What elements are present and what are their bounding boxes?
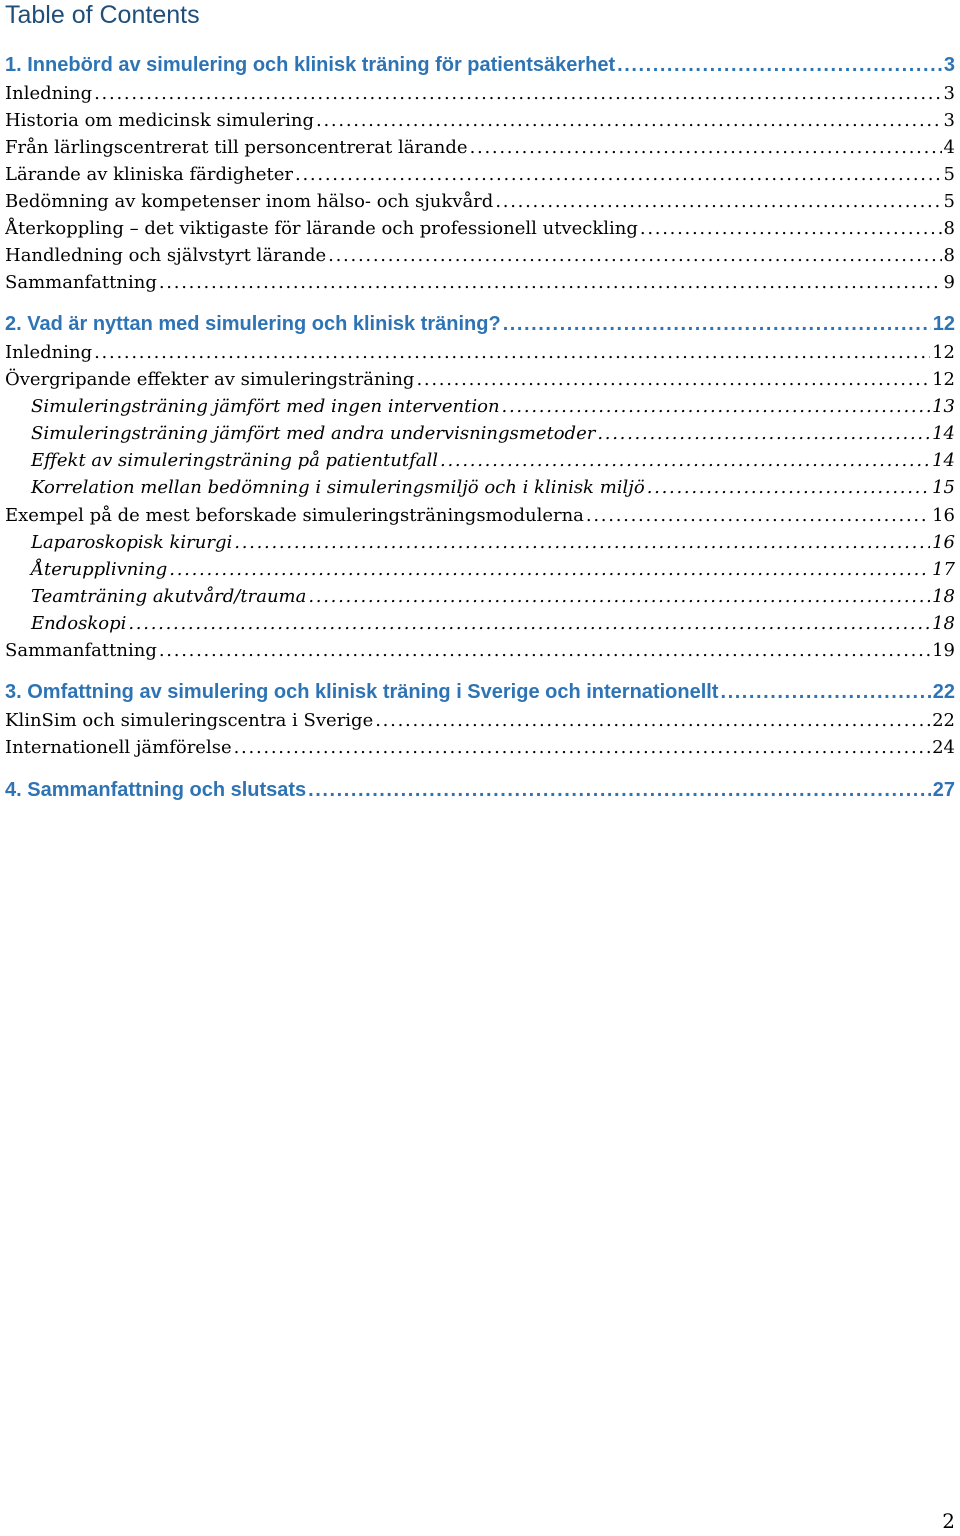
toc-entry-section[interactable] (5, 162, 955, 188)
toc-entry-page: 18 (932, 586, 955, 607)
toc-entry-section[interactable] (5, 216, 955, 242)
dot-leader (234, 735, 930, 761)
dot-leader (308, 777, 931, 803)
toc-entry-page: 12 (932, 369, 955, 390)
dot-leader (328, 243, 941, 269)
dot-leader (316, 108, 942, 134)
toc-entry-page: 15 (932, 477, 955, 498)
toc-entry-page: 24 (932, 737, 955, 758)
dot-leader (94, 340, 930, 366)
dot-leader (502, 394, 931, 420)
dot-leader (586, 503, 930, 529)
toc-entry-label: 1. Innebörd av simulering och klinisk träning för patientsäkerhet (5, 54, 616, 76)
toc-entry-label: Historia om medicinsk simulering (5, 110, 315, 131)
dot-leader (295, 162, 942, 188)
toc-entry-label: Laparoskopisk kirurgi (31, 532, 233, 553)
toc-entry-section[interactable] (5, 189, 955, 215)
toc-entry-page: 16 (932, 532, 955, 553)
dot-leader (375, 708, 930, 734)
toc-entry-page: 18 (932, 613, 955, 634)
toc-entry-label: Teamträning akutvård/trauma (31, 586, 307, 607)
toc-entry-section[interactable] (5, 81, 955, 107)
toc-entry-label: Simuleringsträning jämfört med andra undervisningsmetoder (31, 423, 596, 444)
toc-entry-section[interactable] (5, 270, 955, 296)
toc-entry-page: 5 (943, 191, 955, 212)
dot-leader (94, 81, 941, 107)
toc-entry-label: 2. Vad är nyttan med simulering och klinisk träning? (5, 313, 501, 335)
toc-entry-label: Sammanfattning (5, 640, 157, 661)
toc-entry-section[interactable] (5, 367, 955, 393)
dot-leader (440, 448, 930, 474)
toc-entry-page: 12 (932, 313, 955, 335)
toc-entry-label: Exempel på de mest beforskade simuleringsträningsmodulerna (5, 505, 584, 526)
dot-leader (416, 367, 930, 393)
toc-entry-page: 3 (943, 83, 955, 104)
toc-entry-page: 3 (943, 54, 955, 76)
toc-entry-label: Handledning och självstyrt lärande (5, 245, 327, 266)
toc-entry-sub[interactable] (5, 584, 955, 610)
toc-entry-label: Inledning (5, 83, 93, 104)
toc-entry-page: 17 (932, 559, 955, 580)
dot-leader (159, 270, 942, 296)
toc-entry-label: 3. Omfattning av simulering och klinisk träning i Sverige och internationellt (5, 681, 719, 703)
toc-entry-page: 19 (932, 640, 955, 661)
toc-entry-sub[interactable] (5, 557, 955, 583)
toc-entry-page: 3 (943, 110, 955, 131)
toc-entry-section[interactable] (5, 503, 955, 529)
toc-entry-sub[interactable] (5, 421, 955, 447)
toc-entry-section[interactable] (5, 243, 955, 269)
toc-entry-section[interactable] (5, 735, 955, 761)
toc-entry-page: 5 (943, 164, 955, 185)
toc-entry-chapter[interactable] (5, 777, 955, 803)
toc-entry-section[interactable] (5, 135, 955, 161)
toc-entry-page: 27 (932, 779, 955, 801)
toc-entry-page: 22 (932, 681, 955, 703)
toc-entry-page: 4 (943, 137, 955, 158)
dot-leader (503, 311, 931, 337)
toc-entry-label: Effekt av simuleringsträning på patientutfall (31, 450, 438, 471)
toc-entry-label: Internationell jämförelse (5, 737, 232, 758)
toc-entry-label: Återupplivning (31, 559, 168, 580)
toc-entry-chapter[interactable] (5, 679, 955, 705)
toc-entry-chapter[interactable] (5, 311, 955, 337)
dot-leader (617, 52, 942, 78)
toc-entry-chapter[interactable] (5, 52, 955, 78)
toc-entry-label: Inledning (5, 342, 93, 363)
dot-leader (470, 135, 942, 161)
toc-entry-sub[interactable] (5, 611, 955, 637)
dot-leader (495, 189, 941, 215)
toc-entry-page: 14 (932, 450, 955, 471)
toc-entry-section[interactable] (5, 340, 955, 366)
table-of-contents (5, 0, 955, 820)
dot-leader (308, 584, 930, 610)
dot-leader (169, 557, 930, 583)
toc-entry-label: Övergripande effekter av simuleringsträning (5, 369, 415, 390)
toc-entry-page: 8 (943, 218, 955, 239)
toc-entry-label: Lärande av kliniska färdigheter (5, 164, 294, 185)
toc-entry-label: Från lärlingscentrerat till personcentrerat lärande (5, 137, 468, 158)
toc-entry-page: 13 (932, 396, 955, 417)
toc-entry-section[interactable] (5, 708, 955, 734)
dot-leader (234, 530, 930, 556)
dot-leader (597, 421, 930, 447)
toc-entry-section[interactable] (5, 638, 955, 664)
toc-entry-sub[interactable] (5, 475, 955, 501)
page-number: 2 (942, 1509, 955, 1533)
toc-entry-label: Endoskopi (31, 613, 127, 634)
toc-entry-label: Simuleringsträning jämfört med ingen intervention (31, 396, 500, 417)
dot-leader (647, 475, 930, 501)
toc-entry-label: Korrelation mellan bedömning i simuleringsmiljö och i klinisk miljö (31, 477, 645, 498)
toc-entry-page: 8 (943, 245, 955, 266)
dot-leader (159, 638, 930, 664)
toc-entry-page: 9 (943, 272, 955, 293)
toc-entry-label: KlinSim och simuleringscentra i Sverige (5, 710, 374, 731)
toc-entry-label: Återkoppling – det viktigaste för lärande och professionell utveckling (5, 218, 638, 239)
toc-entry-page: 12 (932, 342, 955, 363)
dot-leader (128, 611, 930, 637)
toc-entry-section[interactable] (5, 108, 955, 134)
toc-title: Table of Contents (5, 1, 200, 29)
dot-leader (640, 216, 942, 242)
toc-entry-sub[interactable] (5, 448, 955, 474)
toc-entry-label: Bedömning av kompetenser inom hälso- och sjukvård (5, 191, 494, 212)
toc-entry-page: 22 (932, 710, 955, 731)
toc-entry-label: 4. Sammanfattning och slutsats (5, 779, 307, 801)
toc-entry-sub[interactable] (5, 394, 955, 420)
toc-entry-sub[interactable] (5, 530, 955, 556)
toc-entry-label: Sammanfattning (5, 272, 157, 293)
toc-entry-page: 16 (932, 505, 955, 526)
dot-leader (720, 679, 930, 705)
toc-entry-page: 14 (932, 423, 955, 444)
